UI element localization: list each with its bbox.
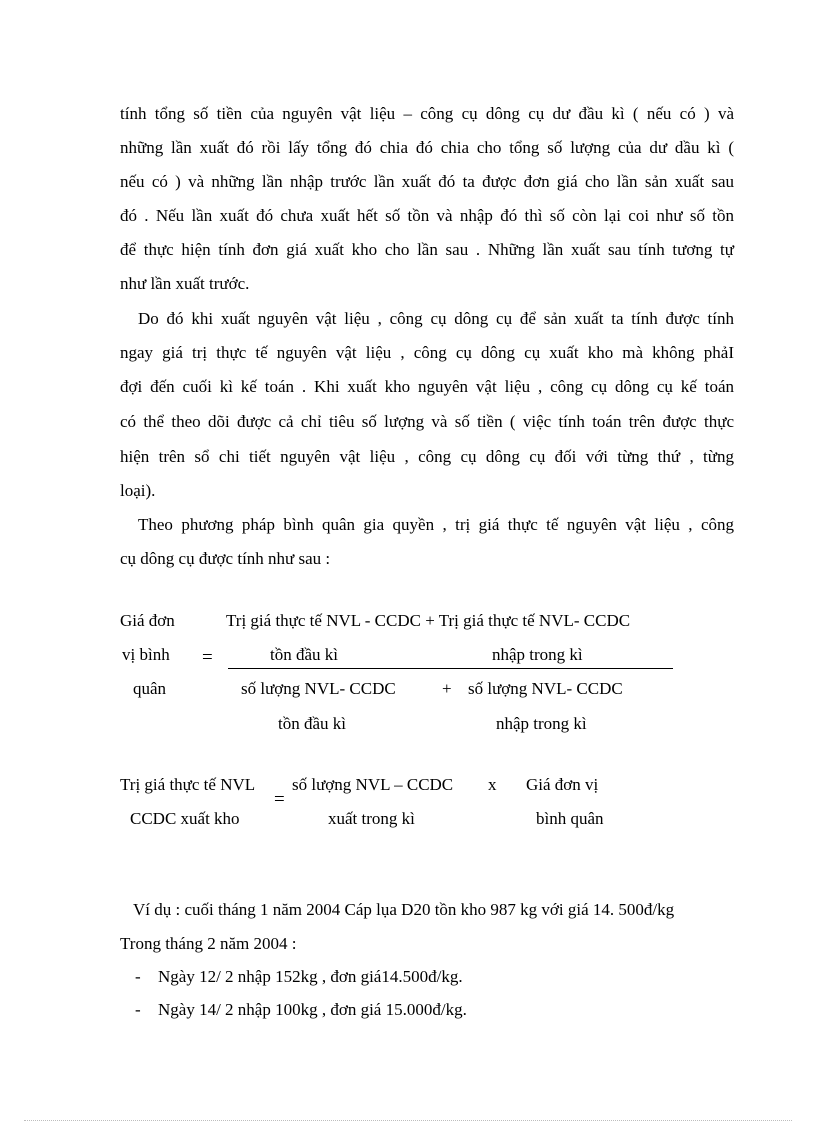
formula-2-price-line-1: Giá đơn vị: [526, 775, 599, 794]
formula-1-equals-sign: =: [202, 647, 213, 668]
paragraph-2-line-3: đợi đến cuối kì kế toán . Khi xuất kho nguyên vật liệu , công cụ dông cụ kế toán: [120, 377, 734, 396]
formula-2-times-sign: x: [488, 775, 497, 794]
example-month: Trong tháng 2 năm 2004 :: [120, 934, 297, 953]
formula-1-fraction-bar: [228, 668, 673, 669]
paragraph-3-line-2: cụ dông cụ được tính như sau :: [120, 549, 331, 568]
formula-2-quantity-line-2: xuất trong kì: [328, 809, 415, 828]
formula-1-denominator-left: số lượng NVL- CCDC: [241, 679, 396, 698]
paragraph-2-line-4: có thể theo dõi được cả chỉ tiêu số lượng và số tiền ( việc tính toán trên được thực: [120, 412, 734, 431]
list-item-text: Ngày 12/ 2 nhập 152kg , đơn giá14.500đ/kg.: [158, 967, 463, 986]
paragraph-1-line-2: những lần xuất đó rồi lấy tổng đó chia đó chia cho tổng số lượng của dư dầu kì (: [120, 138, 734, 157]
formula-2-price-line-2: bình quân: [536, 809, 604, 828]
formula-2-equals-sign: =: [274, 789, 285, 810]
paragraph-2-line-6: loại).: [120, 481, 156, 500]
paragraph-1-line-6: như lần xuất trước.: [120, 274, 250, 293]
paragraph-1-line-5: để thực hiện tính đơn giá xuất kho cho lần sau . Những lần xuất sau tính tương tự: [120, 240, 734, 259]
paragraph-2-line-5: hiện trên sổ chi tiết nguyên vật liệu , công cụ dông cụ đối với từng thứ , từng: [120, 447, 734, 466]
paragraph-1-line-4: đó . Nếu lần xuất đó chưa xuất hết số tồn và nhập đó thì số còn lại coi như số tồn: [120, 206, 734, 225]
formula-1-lhs-line-2: vị bình: [122, 645, 170, 664]
formula-1-numerator-right-sub: nhập trong kì: [492, 645, 583, 664]
formula-1-denominator-left-sub: tồn đầu kì: [278, 714, 346, 733]
bullet-dash: -: [135, 1000, 141, 1019]
formula-1-lhs-line-3: quân: [133, 679, 167, 698]
formula-1-lhs-line-1: Giá đơn: [120, 611, 175, 630]
formula-2-quantity-line-1: số lượng NVL – CCDC: [292, 775, 454, 794]
formula-1-numerator-left-sub: tồn đầu kì: [270, 645, 338, 664]
page-bottom-border: [24, 1120, 792, 1121]
paragraph-2-line-2: ngay giá trị thực tế nguyên vật liệu , công cụ dông cụ xuất kho mà không phảI: [120, 343, 734, 362]
bullet-dash: -: [135, 967, 141, 986]
formula-1-denominator-right: số lượng NVL- CCDC: [468, 679, 623, 698]
paragraph-1-line-1: tính tổng số tiền của nguyên vật liệu – công cụ dông cụ dư đầu kì ( nếu có ) và: [120, 104, 734, 123]
paragraph-2-line-1: Do đó khi xuất nguyên vật liệu , công cụ dông cụ để sản xuất ta tính được tính: [138, 309, 734, 328]
formula-2-lhs-line-2: CCDC xuất kho: [130, 809, 240, 828]
list-item-text: Ngày 14/ 2 nhập 100kg , đơn giá 15.000đ/kg.: [158, 1000, 467, 1019]
formula-1-numerator: Trị giá thực tế NVL - CCDC + Trị giá thực tế NVL- CCDC: [226, 611, 631, 630]
formula-1-denominator-plus: +: [442, 679, 452, 698]
paragraph-3-line-1: Theo phương pháp bình quân gia quyền , trị giá thực tế nguyên vật liệu , công: [138, 515, 734, 534]
formula-2-lhs-line-1: Trị giá thực tế NVL: [120, 775, 256, 794]
example-intro: Ví dụ : cuối tháng 1 năm 2004 Cáp lụa D20 tồn kho 987 kg với giá 14. 500đ/kg: [133, 900, 675, 919]
formula-1-denominator-right-sub: nhập trong kì: [496, 714, 587, 733]
paragraph-1-line-3: nếu có ) và những lần nhập trước lần xuất đó ta được đơn giá cho lần sản xuất sau: [120, 172, 734, 191]
